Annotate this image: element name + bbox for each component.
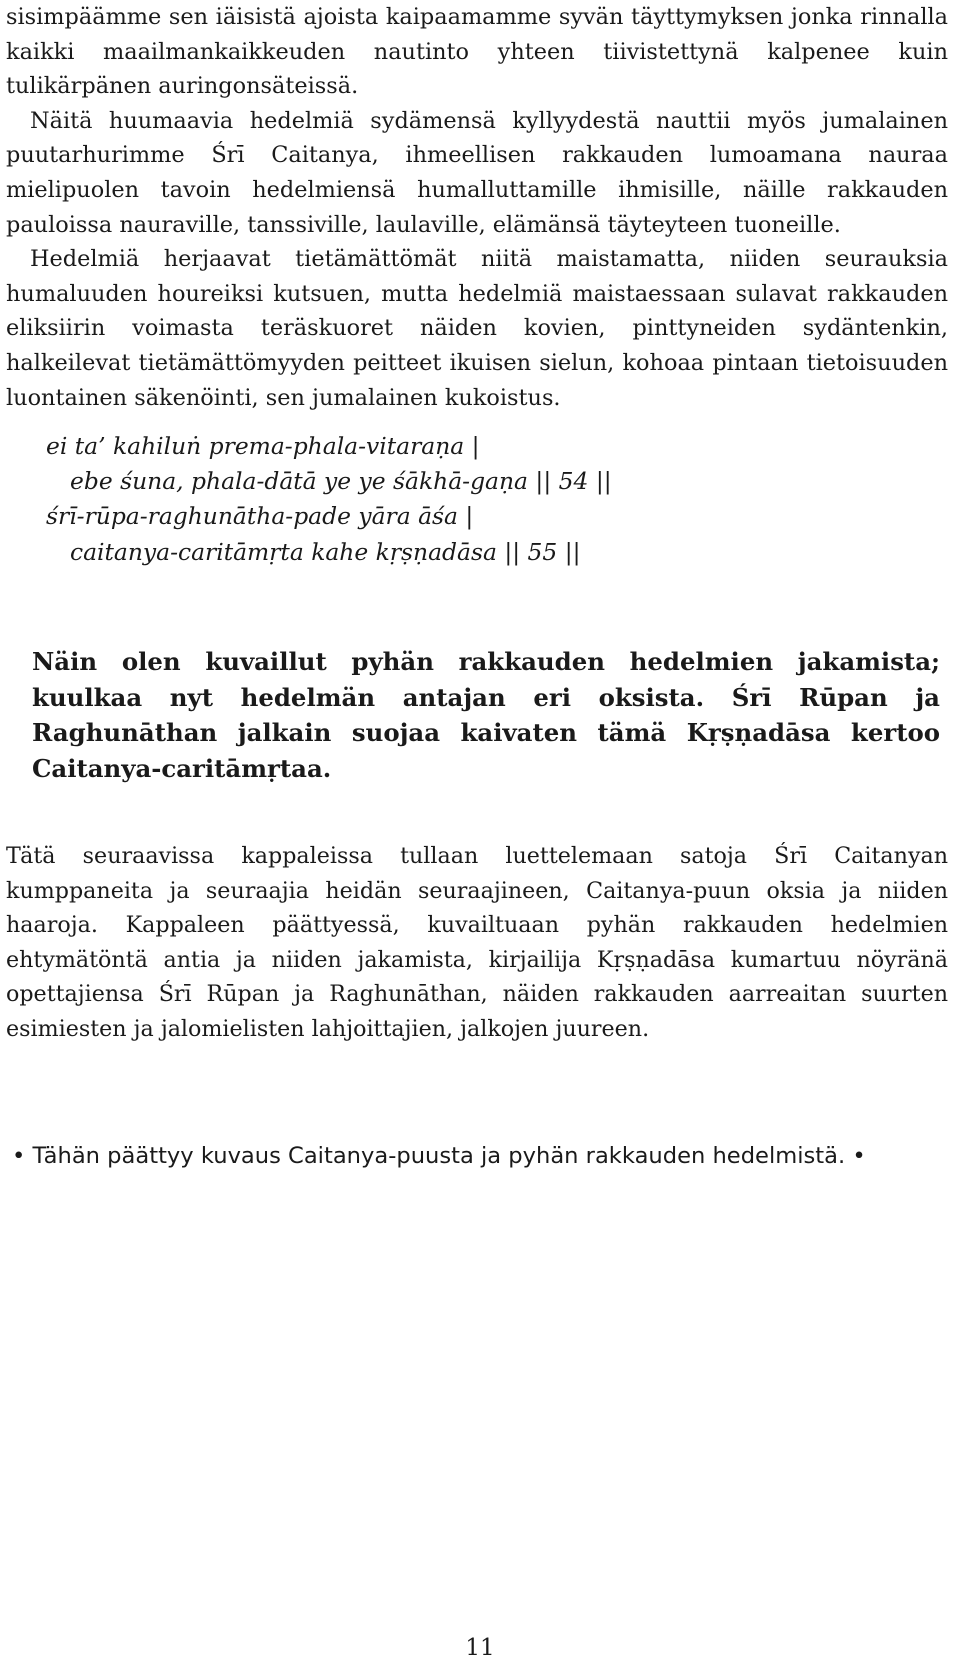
verse-line-1: ei ta’ kahiluṅ prema-phala-vitaraṇa | xyxy=(46,432,480,460)
intro-paragraph-gardener: Näitä huumaavia hedelmiä sydämensä kyllyydestä nauttii myös jumalainen puutarhurimme Śrī Caitanya, ihmeellisen rakkauden lumoamana nauraa mielipuolen tavoin hedelmiensä humalluttamille ihmisille, näille rakkauden pauloissa nauraville, tanssiville, laulaville, elämänsä täyteyteen tuoneille. xyxy=(6,107,948,238)
intro-paragraph-continued: sisimpäämme sen iäisistä ajoista kaipaamamme syvän täyttymyksen jonka rinnalla kaikki maailmankaikkeuden nautinto yhteen tiivistettynä kalpenee kuin tulikärpänen auringonsäteissä. xyxy=(6,4,948,100)
intro-paragraph-fruits: Hedelmiä herjaavat tietämättömät niitä maistamatta, niiden seurauksia humaluuden houreiksi kutsuen, mutta hedelmiä maistaessaan sulavat rakkauden eliksiirin voimasta teräskuoret näiden kovien, pinttyneiden sydäntenkin, halkeilevat tietämättömyyden peitteet ikuisen sielun, kohoaa pintaan tietoisuuden luontainen säkenöinti, sen jumalainen kukoistus. xyxy=(6,246,948,411)
verse-translation: Näin olen kuvaillut pyhän rakkauden hedelmien jakamista; kuulkaa nyt hedelmän antajan eri oksista. Śrī Rūpan ja Raghunāthan jalkain suojaa kaivaten tämä Kṛṣṇadāsa kertoo Caitanya-caritāmṛtaa. xyxy=(32,647,940,783)
purport-paragraph: Tätä seuraavissa kappaleissa tullaan luettelemaan satoja Śrī Caitanyan kumppaneita ja seuraajia heidän seuraajineen, Caitanya-puun oksia ja niiden haaroja. Kappaleen päättyessä, kuvailtuaan pyhän rakkauden hedelmien ehtymätöntä antia ja niiden jakamista, kirjailija Kṛṣṇadāsa kumartuu nöyränä opettajiensa Śrī Rūpan ja Raghunāthan, näiden rakkauden aarreaitan suurten esimiesten ja jalomielisten lahjoittajien, jalkojen juureen. xyxy=(6,843,948,1042)
verse-block xyxy=(46,429,926,570)
verse-line-2: ebe śuna, phala-dātā ye ye śākhā-gaṇa || 54 || xyxy=(70,467,612,496)
intro-text xyxy=(6,0,948,415)
page-number: 11 xyxy=(465,1635,495,1661)
verse-line-3: śrī-rūpa-raghunātha-pade yāra āśa | xyxy=(46,502,474,531)
chapter-closing-line: • Tähän päättyy kuvaus Caitanya-puusta ja pyhän rakkauden hedelmistä. • xyxy=(12,1143,866,1169)
verse-line-4: caitanya-caritāmṛta kahe kṛṣṇadāsa || 55 || xyxy=(70,537,581,566)
